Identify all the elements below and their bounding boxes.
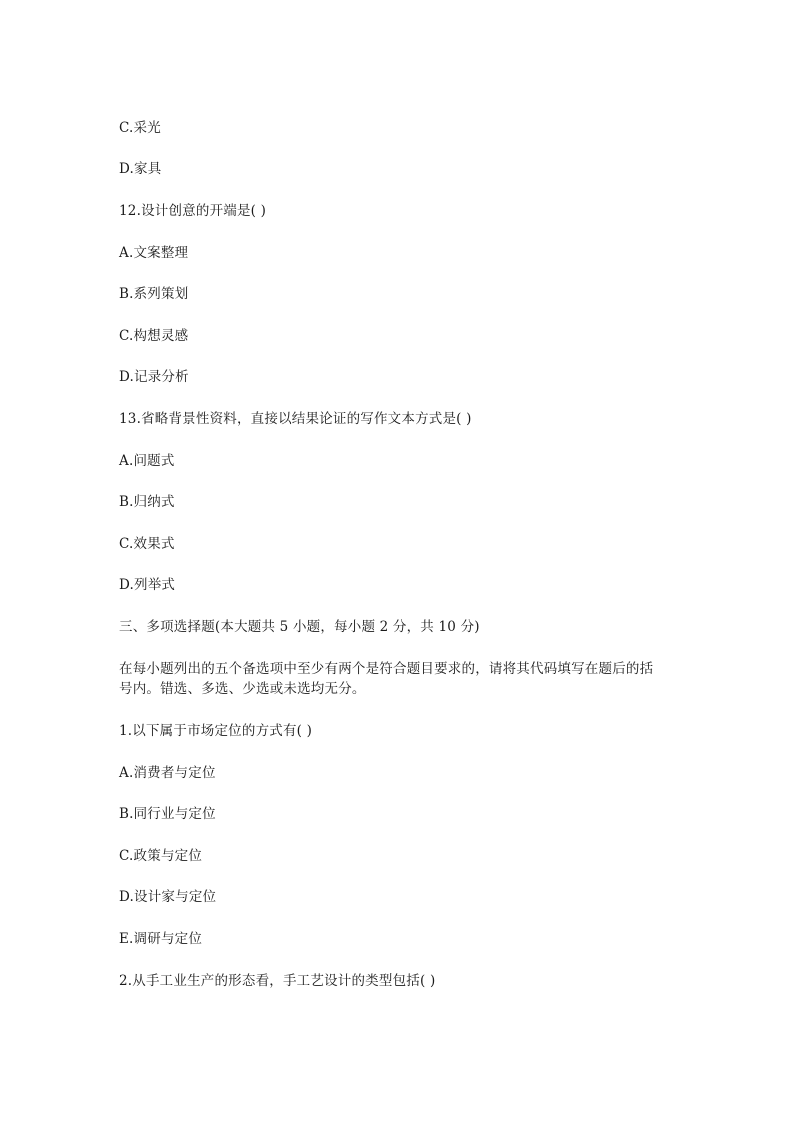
section-heading-multiple-choice: 三、多项选择题(本大题共 5 小题，每小题 2 分，共 10 分): [119, 619, 480, 635]
q12-option-a: A.文案整理: [119, 245, 189, 261]
instruction-line-1: 在每小题列出的五个备选项中至少有两个是符合题目要求的，请将其代码填写在题后的括: [119, 661, 654, 677]
mc-q1-option-b: B.同行业与定位: [119, 806, 216, 822]
mc-question-1: 1.以下属于市场定位的方式有( ): [119, 723, 313, 739]
mc-q1-option-a: A.消费者与定位: [119, 765, 216, 781]
mc-q1-option-d: D.设计家与定位: [119, 889, 217, 905]
option-d-furniture: D.家具: [119, 161, 162, 177]
mc-q1-option-c: C.政策与定位: [119, 848, 203, 864]
q12-option-c: C.构想灵感: [119, 328, 189, 344]
instruction-line-2: 号内。错选、多选、少选或未选均无分。: [119, 681, 366, 697]
question-13: 13.省略背景性资料，直接以结果论证的写作文本方式是( ): [119, 411, 472, 427]
question-12: 12.设计创意的开端是( ): [119, 203, 267, 219]
section-instruction: [119, 659, 679, 699]
mc-q1-option-e: E.调研与定位: [119, 931, 203, 947]
q12-option-b: B.系列策划: [119, 286, 189, 302]
q13-option-c: C.效果式: [119, 536, 175, 552]
mc-question-2: 2.从手工业生产的形态看，手工艺设计的类型包括( ): [119, 973, 436, 989]
q13-option-b: B.归纳式: [119, 494, 175, 510]
q13-option-d: D.列举式: [119, 577, 176, 593]
q12-option-d: D.记录分析: [119, 369, 189, 385]
option-c-lighting: C.采光: [119, 120, 161, 136]
q13-option-a: A.问题式: [119, 453, 175, 469]
